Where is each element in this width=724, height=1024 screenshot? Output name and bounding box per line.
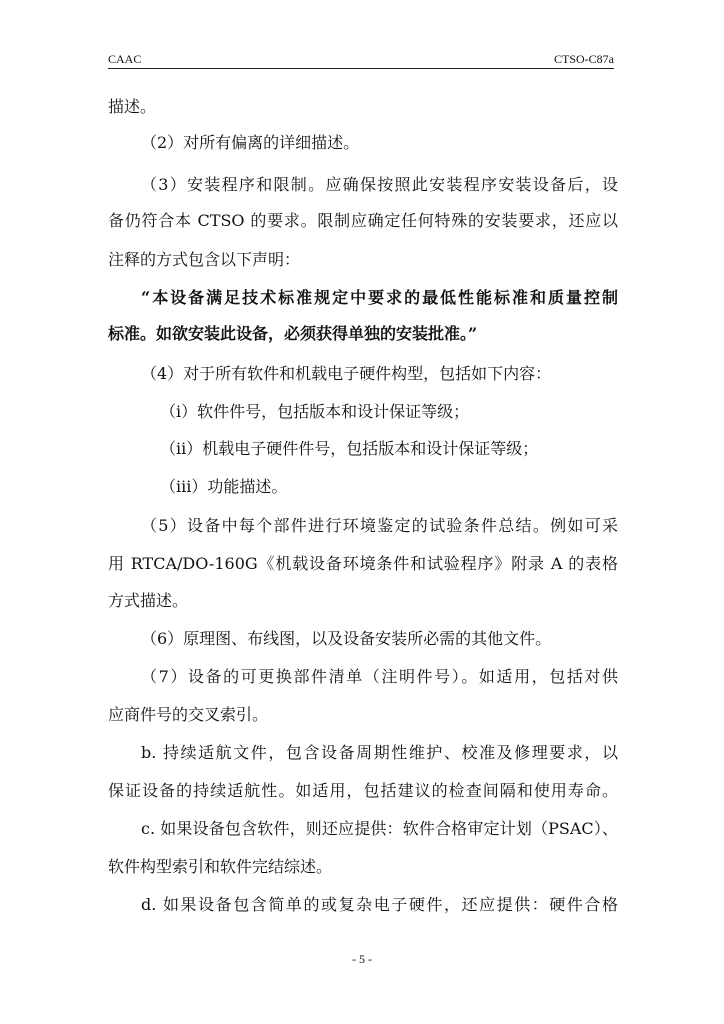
quoted-statement-line: “本设备满足技术标准规定中要求的最低性能标准和质量控制 bbox=[141, 288, 618, 307]
header-doc-id: CTSO-C87a bbox=[554, 52, 614, 66]
text-line: 备仍符合本 CTSO 的要求。限制应确定任何特殊的安装要求，还应以 bbox=[108, 211, 618, 230]
text-line: （6）原理图、布线图，以及设备安装所必需的其他文件。 bbox=[141, 629, 552, 648]
text-line: 用 RTCA/DO-160G《机载设备环境条件和试验程序》附录 A 的表格 bbox=[108, 554, 618, 573]
text-line: （5）设备中每个部件进行环境鉴定的试验条件总结。例如可采 bbox=[141, 516, 618, 535]
text-line: （ii）机载电子硬件件号，包括版本和设计保证等级； bbox=[160, 439, 539, 458]
page-number: - 5 - bbox=[352, 952, 372, 966]
text-line: 保证设备的持续适航性。如适用，包括建议的检查间隔和使用寿命。 bbox=[108, 781, 618, 800]
text-line: （2）对所有偏离的详细描述。 bbox=[141, 133, 360, 152]
text-line: b. 持续适航文件，包含设备周期性维护、校准及修理要求，以 bbox=[141, 743, 618, 762]
text-line: 注释的方式包含以下声明： bbox=[108, 250, 301, 269]
text-line: （4）对于所有软件和机载电子硬件构型，包括如下内容： bbox=[141, 364, 552, 383]
text-line: 应商件号的交叉索引。 bbox=[108, 705, 269, 724]
text-line: 描述。 bbox=[108, 97, 157, 116]
page-header bbox=[108, 52, 614, 68]
text-line: d. 如果设备包含简单的或复杂电子硬件，还应提供：硬件合格 bbox=[141, 895, 618, 914]
header-rule bbox=[108, 68, 614, 69]
text-line: （3）安装程序和限制。应确保按照此安装程序安装设备后，设 bbox=[141, 175, 618, 194]
text-line: （7）设备的可更换部件清单（注明件号）。如适用，包括对供 bbox=[141, 667, 618, 686]
text-line: 软件构型索引和软件完结综述。 bbox=[108, 857, 333, 876]
text-line: （i）软件件号，包括版本和设计保证等级； bbox=[160, 402, 470, 421]
text-line: c. 如果设备包含软件，则还应提供：软件合格审定计划（PSAC）、 bbox=[141, 819, 618, 838]
text-line: 方式描述。 bbox=[108, 591, 189, 610]
header-org: CAAC bbox=[108, 52, 142, 66]
quoted-statement-line: 标准。如欲安装此设备，必须获得单独的安装批准。” bbox=[108, 324, 478, 343]
text-line: （iii）功能描述。 bbox=[160, 477, 288, 496]
